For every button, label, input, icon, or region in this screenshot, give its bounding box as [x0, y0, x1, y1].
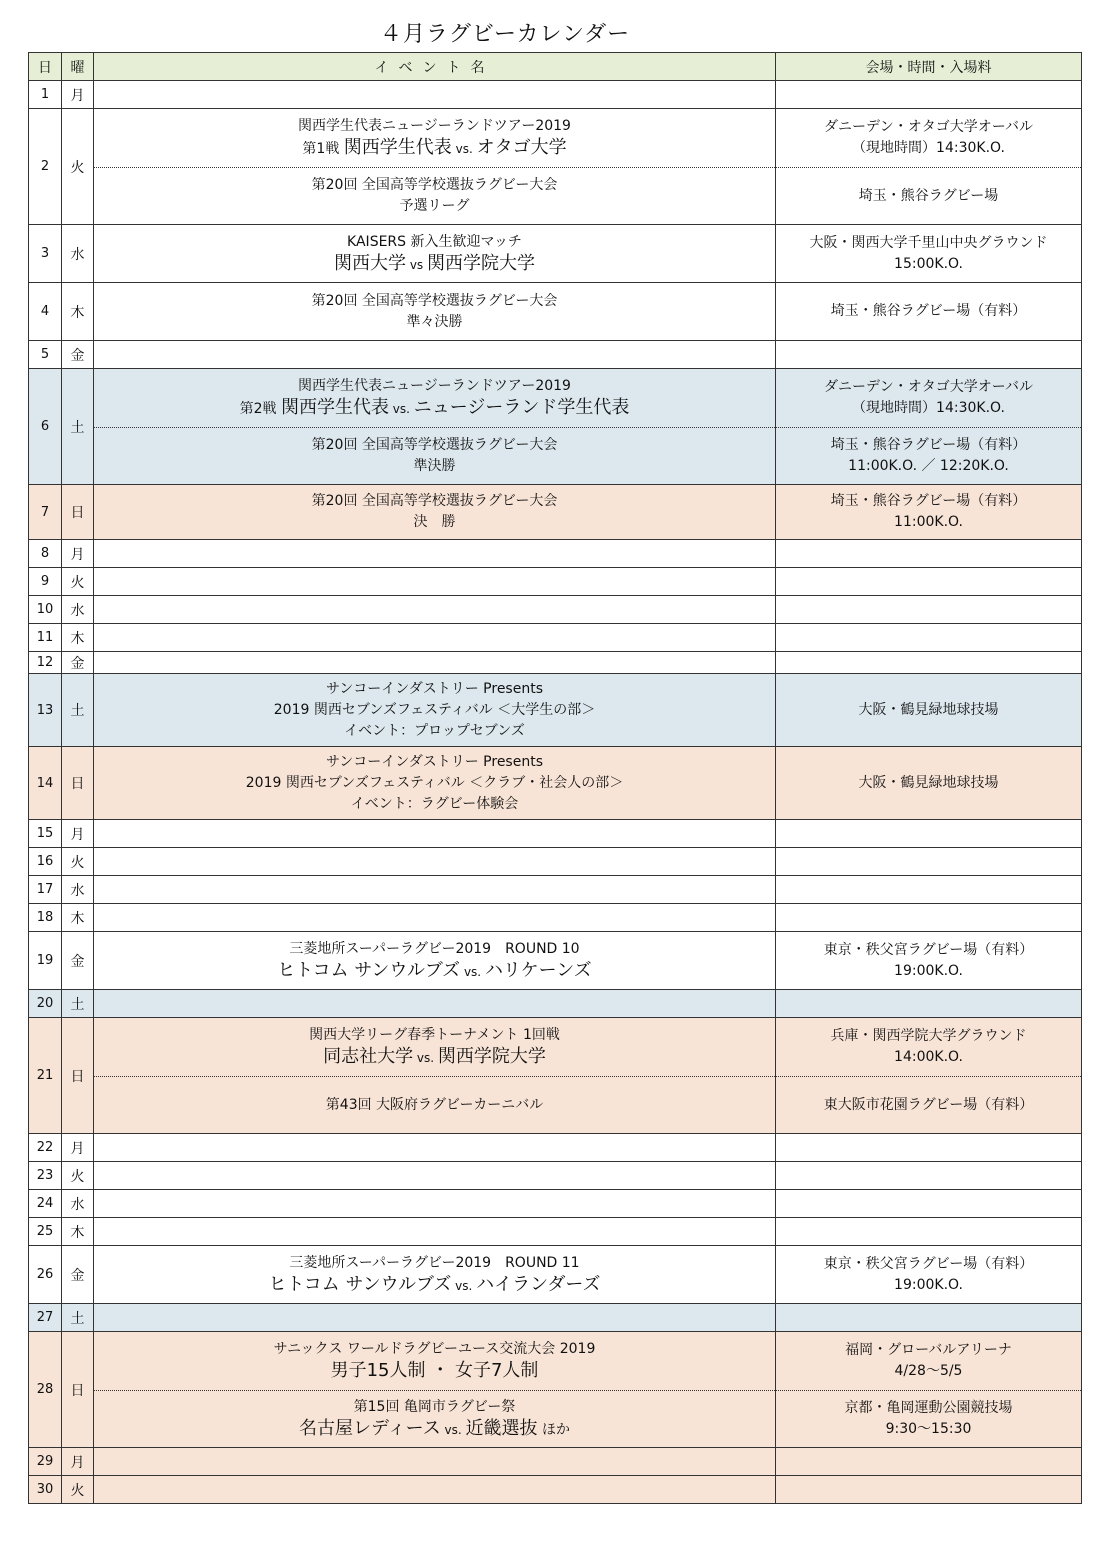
venue-line: 11:00K.O. ／ 12:20K.O. — [848, 458, 1009, 474]
venue-cell — [776, 1018, 1082, 1134]
event-text: 関西学生代表 — [343, 137, 452, 158]
venue-entry — [776, 283, 1081, 340]
venue-entry — [776, 485, 1081, 539]
venue-line: 4/28～5/5 — [894, 1363, 963, 1379]
event-cell — [94, 674, 776, 747]
venue-entry — [776, 1390, 1081, 1447]
event-text: 三菱地所スーパーラグビー2019 ROUND 11 — [289, 1254, 580, 1271]
calendar-row — [29, 341, 1082, 369]
header-weekday: 曜 — [62, 53, 94, 81]
event-entry — [94, 225, 775, 282]
calendar-row — [29, 283, 1082, 341]
calendar-row — [29, 1476, 1082, 1504]
weekday: 火 — [62, 568, 94, 596]
venue-line: 埼玉・熊谷ラグビー場（有料） — [830, 437, 1027, 453]
event-entry — [94, 1018, 775, 1076]
event-line — [289, 939, 579, 960]
page-title: ４月ラグビーカレンダー — [379, 22, 631, 47]
calendar-row — [29, 596, 1082, 624]
calendar-row — [29, 990, 1082, 1018]
venue-cell — [776, 540, 1082, 568]
calendar-row — [29, 540, 1082, 568]
venue-cell — [776, 1246, 1082, 1304]
day-number: 20 — [29, 990, 62, 1018]
event-text: 関西学院大学 — [426, 252, 535, 274]
header-venue: 会場・時間・入場料 — [776, 53, 1082, 81]
venue-cell — [776, 1304, 1082, 1332]
venue-cell — [776, 1162, 1082, 1190]
weekday: 水 — [62, 1190, 94, 1218]
venue-line: 9:30～15:30 — [885, 1421, 972, 1437]
weekday: 木 — [62, 904, 94, 932]
weekday: 金 — [62, 1246, 94, 1304]
day-number: 19 — [29, 932, 62, 990]
venue-cell — [776, 596, 1082, 624]
venue-line: （現地時間）14:30K.O. — [852, 400, 1005, 416]
event-text: 決 勝 — [413, 514, 456, 530]
event-line — [302, 137, 566, 160]
calendar-row — [29, 652, 1082, 674]
event-entry — [94, 1076, 775, 1133]
event-text: vs — [406, 257, 427, 272]
event-text: 関西学院大学 — [437, 1046, 546, 1067]
event-entry — [94, 369, 775, 427]
event-cell — [94, 820, 776, 848]
venue-entry — [776, 225, 1081, 282]
venue-line: 大阪・鶴見緑地球技場 — [858, 701, 999, 718]
calendar-row — [29, 568, 1082, 596]
weekday: 水 — [62, 876, 94, 904]
day-number: 13 — [29, 674, 62, 747]
venue-line: 兵庫・関西学院大学グラウンド — [830, 1028, 1027, 1044]
event-cell — [94, 904, 776, 932]
event-line — [268, 1274, 600, 1297]
event-text: 名古屋レディース — [299, 1418, 441, 1439]
event-line — [309, 1025, 560, 1046]
event-cell — [94, 1218, 776, 1246]
event-text: 準々決勝 — [406, 313, 463, 330]
event-cell — [94, 1332, 776, 1448]
weekday: 日 — [62, 1332, 94, 1448]
event-cell — [94, 341, 776, 369]
event-cell — [94, 848, 776, 876]
weekday: 木 — [62, 283, 94, 341]
event-text: 第15回 亀岡市ラグビー祭 — [353, 1399, 516, 1415]
event-cell — [94, 1190, 776, 1218]
event-line — [289, 1253, 579, 1274]
venue-entry — [776, 1332, 1081, 1390]
calendar-row — [29, 485, 1082, 540]
event-text: 第20回 全国高等学校選抜ラグビー大会 — [311, 292, 558, 309]
event-cell — [94, 652, 776, 674]
event-entry — [94, 932, 775, 989]
day-number: 6 — [29, 369, 62, 485]
event-line — [246, 773, 623, 794]
event-line — [312, 435, 558, 456]
day-number: 26 — [29, 1246, 62, 1304]
event-line — [298, 116, 571, 137]
event-cell — [94, 596, 776, 624]
day-number: 17 — [29, 876, 62, 904]
event-cell — [94, 225, 776, 283]
event-entry — [94, 485, 775, 539]
day-number: 8 — [29, 540, 62, 568]
event-cell — [94, 747, 776, 820]
weekday: 月 — [62, 1448, 94, 1476]
venue-line: 19:00K.O. — [894, 1276, 963, 1293]
venue-line: 東京・秩父宮ラグビー場（有料） — [823, 941, 1034, 958]
event-cell — [94, 932, 776, 990]
calendar-row — [29, 848, 1082, 876]
day-number: 30 — [29, 1476, 62, 1504]
event-cell — [94, 1246, 776, 1304]
venue-cell — [776, 283, 1082, 341]
event-line — [344, 721, 525, 742]
weekday: 水 — [62, 225, 94, 283]
event-cell — [94, 1304, 776, 1332]
event-text: 男子15人制 ・ 女子7人制 — [330, 1360, 539, 1381]
calendar-row — [29, 624, 1082, 652]
weekday: 月 — [62, 820, 94, 848]
venue-cell — [776, 109, 1082, 225]
day-number: 24 — [29, 1190, 62, 1218]
venue-cell — [776, 674, 1082, 747]
event-entry — [94, 283, 775, 340]
venue-line: 埼玉・熊谷ラグビー場（有料） — [830, 493, 1027, 509]
venue-cell — [776, 1476, 1082, 1504]
day-number: 2 — [29, 109, 62, 225]
event-cell — [94, 624, 776, 652]
event-line — [326, 752, 543, 773]
event-text: 準決勝 — [413, 458, 456, 474]
venue-line: 東大阪市花園ラグビー場（有料） — [823, 1096, 1034, 1113]
event-text: ハイランダーズ — [476, 1273, 601, 1295]
event-text: 関西学生代表ニュージーランドツアー2019 — [298, 378, 571, 394]
venue-cell — [776, 848, 1082, 876]
day-number: 21 — [29, 1018, 62, 1134]
event-cell — [94, 1476, 776, 1504]
event-text: サニックス ワールドラグビーユース交流大会 2019 — [273, 1341, 596, 1357]
weekday: 火 — [62, 1162, 94, 1190]
day-number: 11 — [29, 624, 62, 652]
event-line — [407, 312, 463, 333]
venue-line: 15:00K.O. — [894, 255, 963, 272]
weekday: 月 — [62, 81, 94, 109]
venue-entry — [776, 932, 1081, 989]
event-text: サンコーインダストリー Presents — [325, 680, 543, 697]
venue-line: 11:00K.O. — [894, 514, 963, 530]
venue-cell — [776, 1448, 1082, 1476]
weekday: 木 — [62, 624, 94, 652]
header-event: イベント名 — [94, 53, 776, 81]
event-line — [312, 175, 558, 196]
day-number: 23 — [29, 1162, 62, 1190]
event-text: 第20回 全国高等学校選抜ラグビー大会 — [311, 437, 558, 453]
event-cell — [94, 81, 776, 109]
venue-cell — [776, 990, 1082, 1018]
venue-cell — [776, 1190, 1082, 1218]
event-line — [331, 1360, 539, 1383]
event-text: 2019 関西セブンズフェスティバル ＜大学生の部＞ — [273, 701, 596, 718]
event-line — [240, 397, 630, 420]
event-text: イベント：プロップセブンズ — [344, 722, 525, 739]
venue-entry — [776, 1246, 1081, 1303]
venue-cell — [776, 1134, 1082, 1162]
event-cell — [94, 1018, 776, 1134]
event-line — [334, 253, 535, 276]
event-cell — [94, 369, 776, 485]
venue-cell — [776, 341, 1082, 369]
venue-line: ダニーデン・オタゴ大学オーバル — [823, 119, 1034, 135]
event-line — [347, 232, 522, 253]
venue-cell — [776, 568, 1082, 596]
weekday: 日 — [62, 1018, 94, 1134]
event-cell — [94, 876, 776, 904]
day-number: 28 — [29, 1332, 62, 1448]
venue-cell — [776, 225, 1082, 283]
venue-cell — [776, 904, 1082, 932]
venue-line: 京都・亀岡運動公園競技場 — [844, 1400, 1013, 1416]
venue-line: 大阪・関西大学千里山中央グラウンド — [809, 234, 1048, 251]
calendar-row — [29, 1304, 1082, 1332]
venue-cell — [776, 369, 1082, 485]
event-cell — [94, 1448, 776, 1476]
venue-entry — [776, 1076, 1081, 1133]
event-text: 第20回 全国高等学校選抜ラグビー大会 — [311, 177, 558, 193]
event-line — [298, 376, 571, 397]
event-line — [354, 1397, 516, 1418]
venue-line: （現地時間）14:30K.O. — [852, 140, 1005, 156]
weekday: 金 — [62, 652, 94, 674]
day-number: 16 — [29, 848, 62, 876]
weekday: 土 — [62, 990, 94, 1018]
event-entry — [94, 747, 775, 819]
venue-entry — [776, 1018, 1081, 1076]
calendar-row — [29, 932, 1082, 990]
weekday: 日 — [62, 747, 94, 820]
venue-cell — [776, 81, 1082, 109]
event-text: ほか — [537, 1422, 570, 1438]
day-number: 3 — [29, 225, 62, 283]
event-line — [312, 291, 558, 312]
day-number: 27 — [29, 1304, 62, 1332]
venue-entry — [776, 427, 1081, 484]
calendar-body — [29, 81, 1082, 1504]
event-text: 第2戦 — [239, 401, 281, 417]
calendar-row — [29, 1190, 1082, 1218]
weekday: 火 — [62, 109, 94, 225]
venue-line: 14:00K.O. — [894, 1049, 963, 1065]
event-line — [323, 1046, 546, 1069]
event-cell — [94, 568, 776, 596]
venue-line: 福岡・グローバルアリーナ — [845, 1342, 1012, 1358]
event-entry — [94, 427, 775, 484]
event-text: 第1戦 — [302, 141, 344, 157]
event-text: ヒトコム サンウルブズ — [277, 959, 461, 981]
event-line — [274, 1339, 596, 1360]
calendar-row — [29, 747, 1082, 820]
event-line — [326, 1095, 543, 1116]
event-line — [274, 700, 595, 721]
calendar-row — [29, 369, 1082, 485]
event-line — [414, 512, 456, 533]
event-text: サンコーインダストリー Presents — [325, 753, 543, 770]
venue-cell — [776, 747, 1082, 820]
weekday: 月 — [62, 1134, 94, 1162]
calendar-row — [29, 1218, 1082, 1246]
calendar-row — [29, 81, 1082, 109]
day-number: 9 — [29, 568, 62, 596]
day-number: 18 — [29, 904, 62, 932]
event-text: KAISERS 新入生歓迎マッチ — [347, 233, 522, 250]
event-text: vs. — [460, 964, 485, 979]
event-text: vs. — [388, 402, 414, 416]
day-number: 4 — [29, 283, 62, 341]
header-day: 日 — [29, 53, 62, 81]
event-cell — [94, 1162, 776, 1190]
event-text: vs. — [451, 1278, 477, 1293]
event-cell — [94, 109, 776, 225]
weekday: 土 — [62, 674, 94, 747]
event-entry — [94, 1390, 775, 1447]
event-text: 第20回 全国高等学校選抜ラグビー大会 — [311, 493, 558, 509]
event-cell — [94, 1134, 776, 1162]
calendar-row — [29, 225, 1082, 283]
calendar-row — [29, 674, 1082, 747]
venue-cell — [776, 652, 1082, 674]
calendar-row — [29, 820, 1082, 848]
event-line — [351, 794, 518, 815]
calendar-row — [29, 1018, 1082, 1134]
event-text: vs. — [451, 142, 477, 156]
event-text: オタゴ大学 — [476, 137, 567, 158]
calendar-row — [29, 1332, 1082, 1448]
event-cell — [94, 990, 776, 1018]
event-line — [299, 1418, 570, 1441]
event-line — [312, 491, 558, 512]
weekday: 土 — [62, 369, 94, 485]
event-cell — [94, 283, 776, 341]
venue-entry — [776, 167, 1081, 224]
event-entry — [94, 674, 775, 746]
weekday: 月 — [62, 540, 94, 568]
venue-cell — [776, 820, 1082, 848]
venue-line: 19:00K.O. — [894, 962, 963, 979]
weekday: 金 — [62, 932, 94, 990]
event-text: ハリケーンズ — [484, 959, 592, 981]
venue-line: ダニーデン・オタゴ大学オーバル — [823, 379, 1034, 395]
event-entry — [94, 1246, 775, 1303]
calendar-row — [29, 876, 1082, 904]
event-text: 三菱地所スーパーラグビー2019 ROUND 10 — [289, 940, 580, 957]
calendar-row — [29, 904, 1082, 932]
venue-line: 埼玉・熊谷ラグビー場（有料） — [830, 303, 1027, 319]
venue-cell — [776, 485, 1082, 540]
calendar-table — [28, 52, 1082, 1504]
weekday: 金 — [62, 341, 94, 369]
calendar-row — [29, 109, 1082, 225]
weekday: 木 — [62, 1218, 94, 1246]
event-text: 2019 関西セブンズフェスティバル ＜クラブ・社会人の部＞ — [245, 774, 624, 791]
event-entry — [94, 109, 775, 167]
venue-cell — [776, 1332, 1082, 1448]
day-number: 22 — [29, 1134, 62, 1162]
weekday: 火 — [62, 1476, 94, 1504]
venue-cell — [776, 624, 1082, 652]
event-text: 同志社大学 — [323, 1046, 414, 1067]
event-text: イベント：ラグビー体験会 — [350, 795, 519, 812]
venue-entry — [776, 674, 1081, 746]
event-entry — [94, 167, 775, 224]
header-row — [29, 53, 1082, 81]
event-entry — [94, 1332, 775, 1390]
venue-line: 大阪・鶴見緑地球技場 — [858, 774, 999, 791]
event-line — [277, 960, 591, 983]
event-text: 関西大学 — [334, 252, 406, 274]
event-text: vs. — [440, 1423, 466, 1437]
event-text: 予選リーグ — [399, 198, 470, 214]
calendar-row — [29, 1134, 1082, 1162]
event-line — [400, 196, 470, 217]
calendar-row — [29, 1246, 1082, 1304]
day-number: 29 — [29, 1448, 62, 1476]
calendar-row — [29, 1448, 1082, 1476]
event-text: 関西学生代表ニュージーランドツアー2019 — [298, 118, 571, 134]
day-number: 25 — [29, 1218, 62, 1246]
weekday: 土 — [62, 1304, 94, 1332]
venue-entry — [776, 369, 1081, 427]
event-cell — [94, 485, 776, 540]
event-text: 関西学生代表 — [280, 397, 389, 418]
event-text: ヒトコム サンウルブズ — [268, 1273, 452, 1295]
event-text: 近畿選抜 — [465, 1418, 538, 1439]
day-number: 5 — [29, 341, 62, 369]
venue-cell — [776, 876, 1082, 904]
day-number: 1 — [29, 81, 62, 109]
weekday: 水 — [62, 596, 94, 624]
day-number: 12 — [29, 652, 62, 674]
weekday: 火 — [62, 848, 94, 876]
event-text: 関西大学リーグ春季トーナメント 1回戦 — [309, 1027, 560, 1043]
event-line — [326, 679, 543, 700]
event-cell — [94, 540, 776, 568]
venue-cell — [776, 932, 1082, 990]
event-text: vs. — [413, 1051, 438, 1065]
calendar-row — [29, 1162, 1082, 1190]
event-text: 第43回 大阪府ラグビーカーニバル — [325, 1096, 544, 1113]
day-number: 10 — [29, 596, 62, 624]
venue-cell — [776, 1218, 1082, 1246]
day-number: 15 — [29, 820, 62, 848]
event-text: ニュージーランド学生代表 — [413, 397, 630, 418]
venue-entry — [776, 109, 1081, 167]
venue-line: 東京・秩父宮ラグビー場（有料） — [823, 1255, 1034, 1272]
event-line — [414, 456, 456, 477]
day-number: 7 — [29, 485, 62, 540]
weekday: 日 — [62, 485, 94, 540]
day-number: 14 — [29, 747, 62, 820]
venue-line: 埼玉・熊谷ラグビー場 — [858, 187, 999, 204]
venue-entry — [776, 747, 1081, 819]
